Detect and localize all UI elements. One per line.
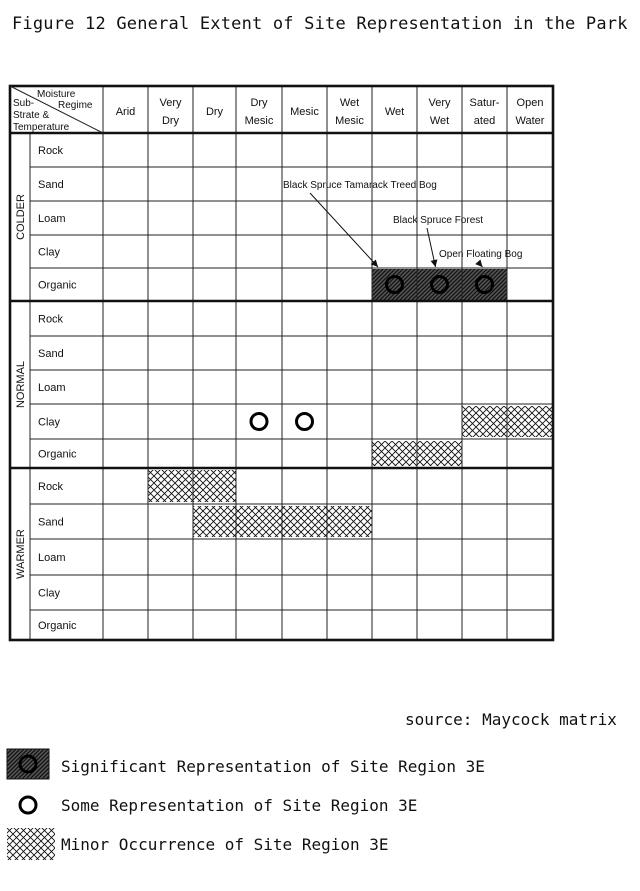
- column-header-label: Mesic: [244, 115, 274, 127]
- column-header-label: Dry: [161, 115, 180, 127]
- annotation-label: Black Spruce Forest: [393, 215, 484, 226]
- row-label: Organic: [38, 620, 77, 632]
- group-label-colder: COLDER: [15, 194, 27, 240]
- legend-significant: [6, 747, 626, 781]
- legend-significant-label: Significant Representation of Site Region 3E: [61, 757, 485, 776]
- row-label: Rock: [38, 313, 64, 326]
- column-header-label: Water: [515, 115, 545, 127]
- legend-minor-swatch: [6, 827, 56, 861]
- column-header-label: Arid: [115, 106, 136, 118]
- column-header-label: Open: [516, 97, 544, 109]
- minor-occurrence-cell: [372, 441, 417, 466]
- row-label: Loam: [38, 552, 66, 564]
- minor-occurrence-cell: [282, 506, 327, 537]
- row-label: Clay: [38, 246, 61, 259]
- arrowhead-icon: [475, 259, 482, 267]
- source-note: source: Maycock matrix: [405, 710, 617, 729]
- row-label: Rock: [38, 145, 64, 157]
- column-header-label: Mesic: [290, 106, 319, 118]
- dense-hatch-swatch: [7, 749, 49, 779]
- row-label: Loam: [38, 382, 66, 394]
- minor-occurrence-cell: [193, 470, 236, 502]
- column-header-label: Dry: [205, 106, 224, 118]
- row-label: Organic: [38, 448, 77, 461]
- legend-minor: [6, 827, 626, 861]
- column-header-label: Satur-: [469, 97, 500, 109]
- row-label: Clay: [38, 416, 61, 429]
- figure-title: Figure 12 General Extent of Site Representation in the Park: [12, 14, 628, 34]
- significant-representation-cell: [417, 269, 462, 300]
- some-representation-circle-icon: [251, 414, 267, 430]
- legend-some-swatch: [6, 788, 50, 822]
- minor-occurrence-cell: [507, 406, 553, 437]
- corner-temperature-label: Temperature: [13, 122, 70, 133]
- row-label: Clay: [38, 587, 61, 600]
- corner-moisture-label: Moisture: [37, 89, 76, 100]
- minor-occurrence-cell: [236, 506, 282, 537]
- column-header-label: Mesic: [335, 115, 364, 127]
- legend-significant-swatch: [6, 747, 50, 781]
- minor-occurrence-cell: [327, 506, 372, 537]
- row-label: Sand: [38, 179, 64, 191]
- legend-minor-label: Minor Occurrence of Site Region 3E: [61, 835, 389, 854]
- minor-occurrence-cell: [148, 470, 193, 502]
- corner-sub-label: Sub-: [13, 98, 35, 109]
- column-header-label: Dry: [250, 97, 268, 109]
- arrowhead-icon: [431, 259, 438, 267]
- minor-occurrence-cell: [462, 406, 507, 437]
- corner-regime-label: Regime: [58, 100, 93, 111]
- corner-strate-label: Strate &: [13, 110, 50, 121]
- column-header-label: Wet: [384, 106, 405, 118]
- row-label: Sand: [38, 348, 64, 360]
- some-representation-circle-icon: [297, 414, 313, 430]
- annotation-leader-line: [310, 193, 378, 267]
- minor-occurrence-cell: [193, 506, 236, 537]
- significant-representation-cell: [462, 269, 507, 300]
- column-header-label: Wet: [339, 97, 360, 109]
- column-header-label: Very: [428, 97, 451, 109]
- row-label: Rock: [38, 481, 64, 493]
- group-label-warmer: WARMER: [15, 529, 27, 579]
- minor-occurrence-cell: [417, 441, 462, 466]
- row-label: Organic: [38, 279, 77, 292]
- group-label-normal: NORMAL: [15, 360, 27, 409]
- crosshatch-swatch: [7, 828, 55, 860]
- legend-some: [6, 788, 626, 822]
- legend-some-label: Some Representation of Site Region 3E: [61, 796, 418, 815]
- significant-representation-cell: [372, 269, 417, 300]
- column-header-label: ated: [473, 115, 496, 127]
- row-label: Sand: [38, 516, 64, 529]
- row-label: Loam: [38, 213, 66, 225]
- circle-icon: [20, 797, 36, 813]
- column-header-label: Very: [159, 97, 182, 109]
- column-header-label: Wet: [429, 115, 450, 127]
- annotation-label: Black Spruce Tamarack Treed Bog: [283, 180, 437, 191]
- annotation-label: Open Floating Bog: [439, 249, 523, 260]
